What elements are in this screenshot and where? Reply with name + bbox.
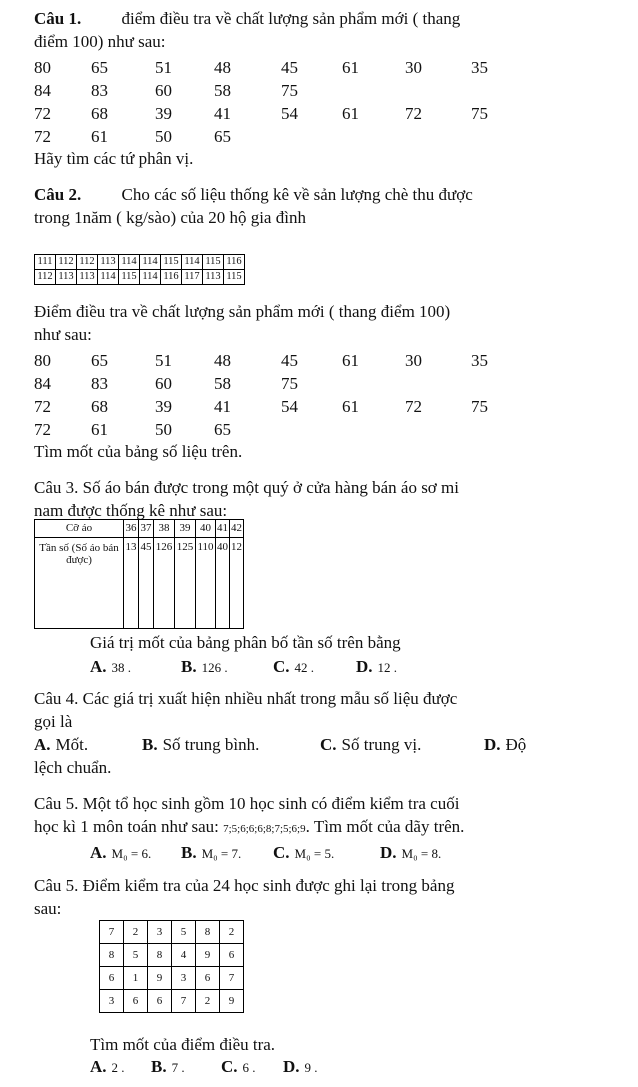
q5a-data-seq: 7;5;6;6;6;8;7;5;6;9 (223, 823, 306, 835)
data-value: 72 (405, 104, 422, 123)
option-text: 38 . (111, 660, 132, 675)
data-value: 65 (214, 420, 231, 439)
q3-size-label: Cỡ áo (35, 520, 124, 538)
option-text: 7 . (171, 1060, 185, 1075)
table-cell: 114 (98, 270, 119, 285)
data-value: 61 (91, 420, 108, 439)
data-value: 35 (471, 351, 488, 370)
data-value: 75 (471, 397, 488, 416)
data-value: 72 (34, 420, 51, 439)
freq-cell: 125 (175, 538, 196, 629)
q4-line4: lệch chuẩn. (34, 758, 112, 777)
option-letter: A. (34, 735, 51, 754)
q2-line1 (34, 186, 473, 203)
option-c (273, 844, 334, 861)
grid-cell: 6 (148, 990, 172, 1013)
data-value: 84 (34, 81, 51, 100)
option-a (90, 844, 151, 861)
data-value: 48 (214, 58, 231, 77)
data-value: 51 (155, 351, 172, 370)
size-cell: 38 (154, 520, 175, 538)
q2-ask: Tìm mốt của bảng số liệu trên. (34, 442, 243, 461)
option-letter: C. (273, 843, 290, 862)
option-text: Số trung bình. (162, 735, 260, 754)
q5a-line1: Câu 5. Một tổ học sinh gồm 10 học sinh có điểm kiểm tra cuối (34, 794, 460, 813)
q3-ask: Giá trị mốt của bảng phân bố tần số trên bằng (90, 633, 401, 652)
q5b-line2: sau: (34, 899, 62, 918)
q5b-ask: Tìm mốt của điểm điều tra. (90, 1035, 276, 1054)
freq-cell: 40 (216, 538, 230, 629)
data-value: 68 (91, 104, 108, 123)
table-cell: 116 (161, 270, 182, 285)
table-cell: 114 (140, 255, 161, 270)
data-value: 30 (405, 351, 422, 370)
grid-cell: 2 (220, 921, 244, 944)
option-letter: D. (356, 657, 373, 676)
data-value: 35 (471, 58, 488, 77)
option-letter: B. (181, 843, 197, 862)
q1-ask: Hãy tìm các tứ phân vị. (34, 149, 194, 168)
data-value: 80 (34, 58, 51, 77)
table-cell: 114 (182, 255, 203, 270)
option-text: M₀ = 6. (111, 846, 152, 861)
q5a-line2-end: . Tìm mốt của dãy trên. (305, 817, 465, 836)
q1-label: Câu 1. (34, 9, 82, 28)
data-value: 61 (342, 351, 359, 370)
data-value: 84 (34, 374, 51, 393)
option-letter: B. (151, 1057, 167, 1076)
q2-text: Cho các số liệu thống kê về sản lượng chè thu được (121, 185, 473, 204)
option-b (142, 736, 259, 753)
grid-cell: 3 (172, 967, 196, 990)
table-cell: 113 (56, 270, 77, 285)
data-value: 60 (155, 81, 172, 100)
table-cell: 116 (224, 255, 245, 270)
grid-cell: 8 (148, 944, 172, 967)
data-value: 65 (214, 127, 231, 146)
grid-cell: 7 (220, 967, 244, 990)
data-value: 65 (91, 58, 108, 77)
table-row (35, 255, 245, 270)
option-b (181, 658, 228, 675)
table-row (100, 944, 244, 967)
q3-line2: nam được thống kê như sau: (34, 501, 228, 520)
freq-cell: 126 (154, 538, 175, 629)
grid-cell: 8 (196, 921, 220, 944)
option-d (283, 1058, 318, 1075)
table-cell: 112 (35, 270, 56, 285)
q1-text: điểm điều tra về chất lượng sản phẩm mới ( thang (121, 9, 461, 28)
data-value: 45 (281, 58, 298, 77)
option-b (181, 844, 241, 861)
option-letter: B. (181, 657, 197, 676)
option-text: 2 . (111, 1060, 125, 1075)
option-letter: D. (484, 735, 501, 754)
data-value: 61 (342, 397, 359, 416)
data-value: 83 (91, 374, 108, 393)
q1-line1 (34, 10, 460, 27)
option-letter: D. (380, 843, 397, 862)
table-cell: 115 (161, 255, 182, 270)
q4-line2: gọi là (34, 712, 73, 731)
table-row (100, 990, 244, 1013)
q2-line2: trong 1năm ( kg/sào) của 20 hộ gia đình (34, 208, 306, 227)
q5a-line2-text: học kì 1 môn toán như sau: (34, 817, 224, 836)
option-a (34, 736, 88, 753)
data-value: 48 (214, 351, 231, 370)
data-value: 58 (214, 374, 231, 393)
option-c (221, 1058, 256, 1075)
data-value: 68 (91, 397, 108, 416)
grid-cell: 1 (124, 967, 148, 990)
q3-table (34, 519, 244, 629)
grid-cell: 7 (172, 990, 196, 1013)
data-value: 72 (34, 127, 51, 146)
data-value: 39 (155, 104, 172, 123)
data-value: 50 (155, 420, 172, 439)
table-cell: 114 (119, 255, 140, 270)
option-d (356, 658, 397, 675)
grid-cell: 6 (100, 967, 124, 990)
size-cell: 42 (230, 520, 244, 538)
freq-cell: 45 (139, 538, 154, 629)
option-letter: C. (273, 657, 290, 676)
table-cell: 115 (224, 270, 245, 285)
option-letter: A. (90, 657, 107, 676)
table-cell: 112 (77, 255, 98, 270)
q4-line1: Câu 4. Các giá trị xuất hiện nhiều nhất trong mẫu số liệu được (34, 689, 458, 708)
data-value: 72 (34, 397, 51, 416)
q2-line3: Điểm điều tra về chất lượng sản phẩm mới ( thang điểm 100) (34, 302, 451, 321)
grid-cell: 8 (100, 944, 124, 967)
table-row (100, 921, 244, 944)
option-a (90, 658, 131, 675)
grid-cell: 6 (220, 944, 244, 967)
data-value: 45 (281, 351, 298, 370)
grid-cell: 5 (172, 921, 196, 944)
q2-table (34, 254, 245, 285)
q5b-line1: Câu 5. Điểm kiểm tra của 24 học sinh được ghi lại trong bảng (34, 876, 455, 895)
grid-cell: 7 (100, 921, 124, 944)
grid-cell: 9 (220, 990, 244, 1013)
data-value: 54 (281, 397, 298, 416)
grid-cell: 9 (196, 944, 220, 967)
option-d (380, 844, 441, 861)
option-text: 12 . (377, 660, 398, 675)
option-b (151, 1058, 185, 1075)
size-cell: 37 (139, 520, 154, 538)
data-value: 41 (214, 104, 231, 123)
data-value: 80 (34, 351, 51, 370)
option-letter: D. (283, 1057, 300, 1076)
freq-cell: 12 (230, 538, 244, 629)
grid-cell: 9 (148, 967, 172, 990)
data-value: 60 (155, 374, 172, 393)
option-letter: C. (320, 735, 337, 754)
table-cell: 113 (77, 270, 98, 285)
data-value: 50 (155, 127, 172, 146)
table-cell: 113 (98, 255, 119, 270)
option-text: M₀ = 5. (294, 846, 335, 861)
option-text: 126 . (201, 660, 228, 675)
q5a-line2 (34, 818, 464, 835)
option-text: Mốt. (55, 735, 89, 754)
grid-cell: 3 (100, 990, 124, 1013)
grid-cell: 3 (148, 921, 172, 944)
table-cell: 117 (182, 270, 203, 285)
size-cell: 39 (175, 520, 196, 538)
option-c (320, 736, 421, 753)
data-value: 61 (91, 127, 108, 146)
grid-cell: 4 (172, 944, 196, 967)
grid-cell: 2 (196, 990, 220, 1013)
data-value: 72 (405, 397, 422, 416)
q2-line4: như sau: (34, 325, 92, 344)
q5b-table (99, 920, 244, 1013)
table-cell: 112 (56, 255, 77, 270)
data-value: 51 (155, 58, 172, 77)
option-d (484, 736, 526, 753)
table-cell: 115 (203, 255, 224, 270)
table-cell: 115 (119, 270, 140, 285)
size-cell: 36 (124, 520, 139, 538)
data-value: 30 (405, 58, 422, 77)
q3-line1: Câu 3. Số áo bán được trong một quý ở cửa hàng bán áo sơ mi (34, 478, 459, 497)
size-cell: 40 (196, 520, 216, 538)
data-value: 39 (155, 397, 172, 416)
option-text: Độ (505, 735, 527, 754)
freq-cell: 13 (124, 538, 139, 629)
table-cell: 114 (140, 270, 161, 285)
option-text: 9 . (304, 1060, 318, 1075)
option-letter: A. (90, 1057, 107, 1076)
table-row (35, 270, 245, 285)
data-value: 75 (471, 104, 488, 123)
grid-cell: 6 (196, 967, 220, 990)
q3-freq-label: Tần số (Số áo bán được) (35, 538, 124, 629)
q2-label: Câu 2. (34, 185, 82, 204)
freq-cell: 110 (196, 538, 216, 629)
data-value: 72 (34, 104, 51, 123)
data-value: 61 (342, 58, 359, 77)
size-cell: 41 (216, 520, 230, 538)
option-text: M₀ = 7. (201, 846, 242, 861)
data-value: 75 (281, 81, 298, 100)
option-letter: A. (90, 843, 107, 862)
table-cell: 111 (35, 255, 56, 270)
data-value: 75 (281, 374, 298, 393)
data-value: 61 (342, 104, 359, 123)
grid-cell: 5 (124, 944, 148, 967)
option-c (273, 658, 314, 675)
data-value: 83 (91, 81, 108, 100)
option-letter: B. (142, 735, 158, 754)
grid-cell: 2 (124, 921, 148, 944)
table-row (100, 967, 244, 990)
option-text: Số trung vị. (341, 735, 422, 754)
data-value: 41 (214, 397, 231, 416)
data-value: 65 (91, 351, 108, 370)
grid-cell: 6 (124, 990, 148, 1013)
option-text: 6 . (242, 1060, 256, 1075)
q1-line2: điểm 100) như sau: (34, 32, 166, 51)
option-a (90, 1058, 125, 1075)
table-cell: 113 (203, 270, 224, 285)
data-value: 54 (281, 104, 298, 123)
option-text: 42 . (294, 660, 315, 675)
option-text: M₀ = 8. (401, 846, 442, 861)
option-letter: C. (221, 1057, 238, 1076)
data-value: 58 (214, 81, 231, 100)
